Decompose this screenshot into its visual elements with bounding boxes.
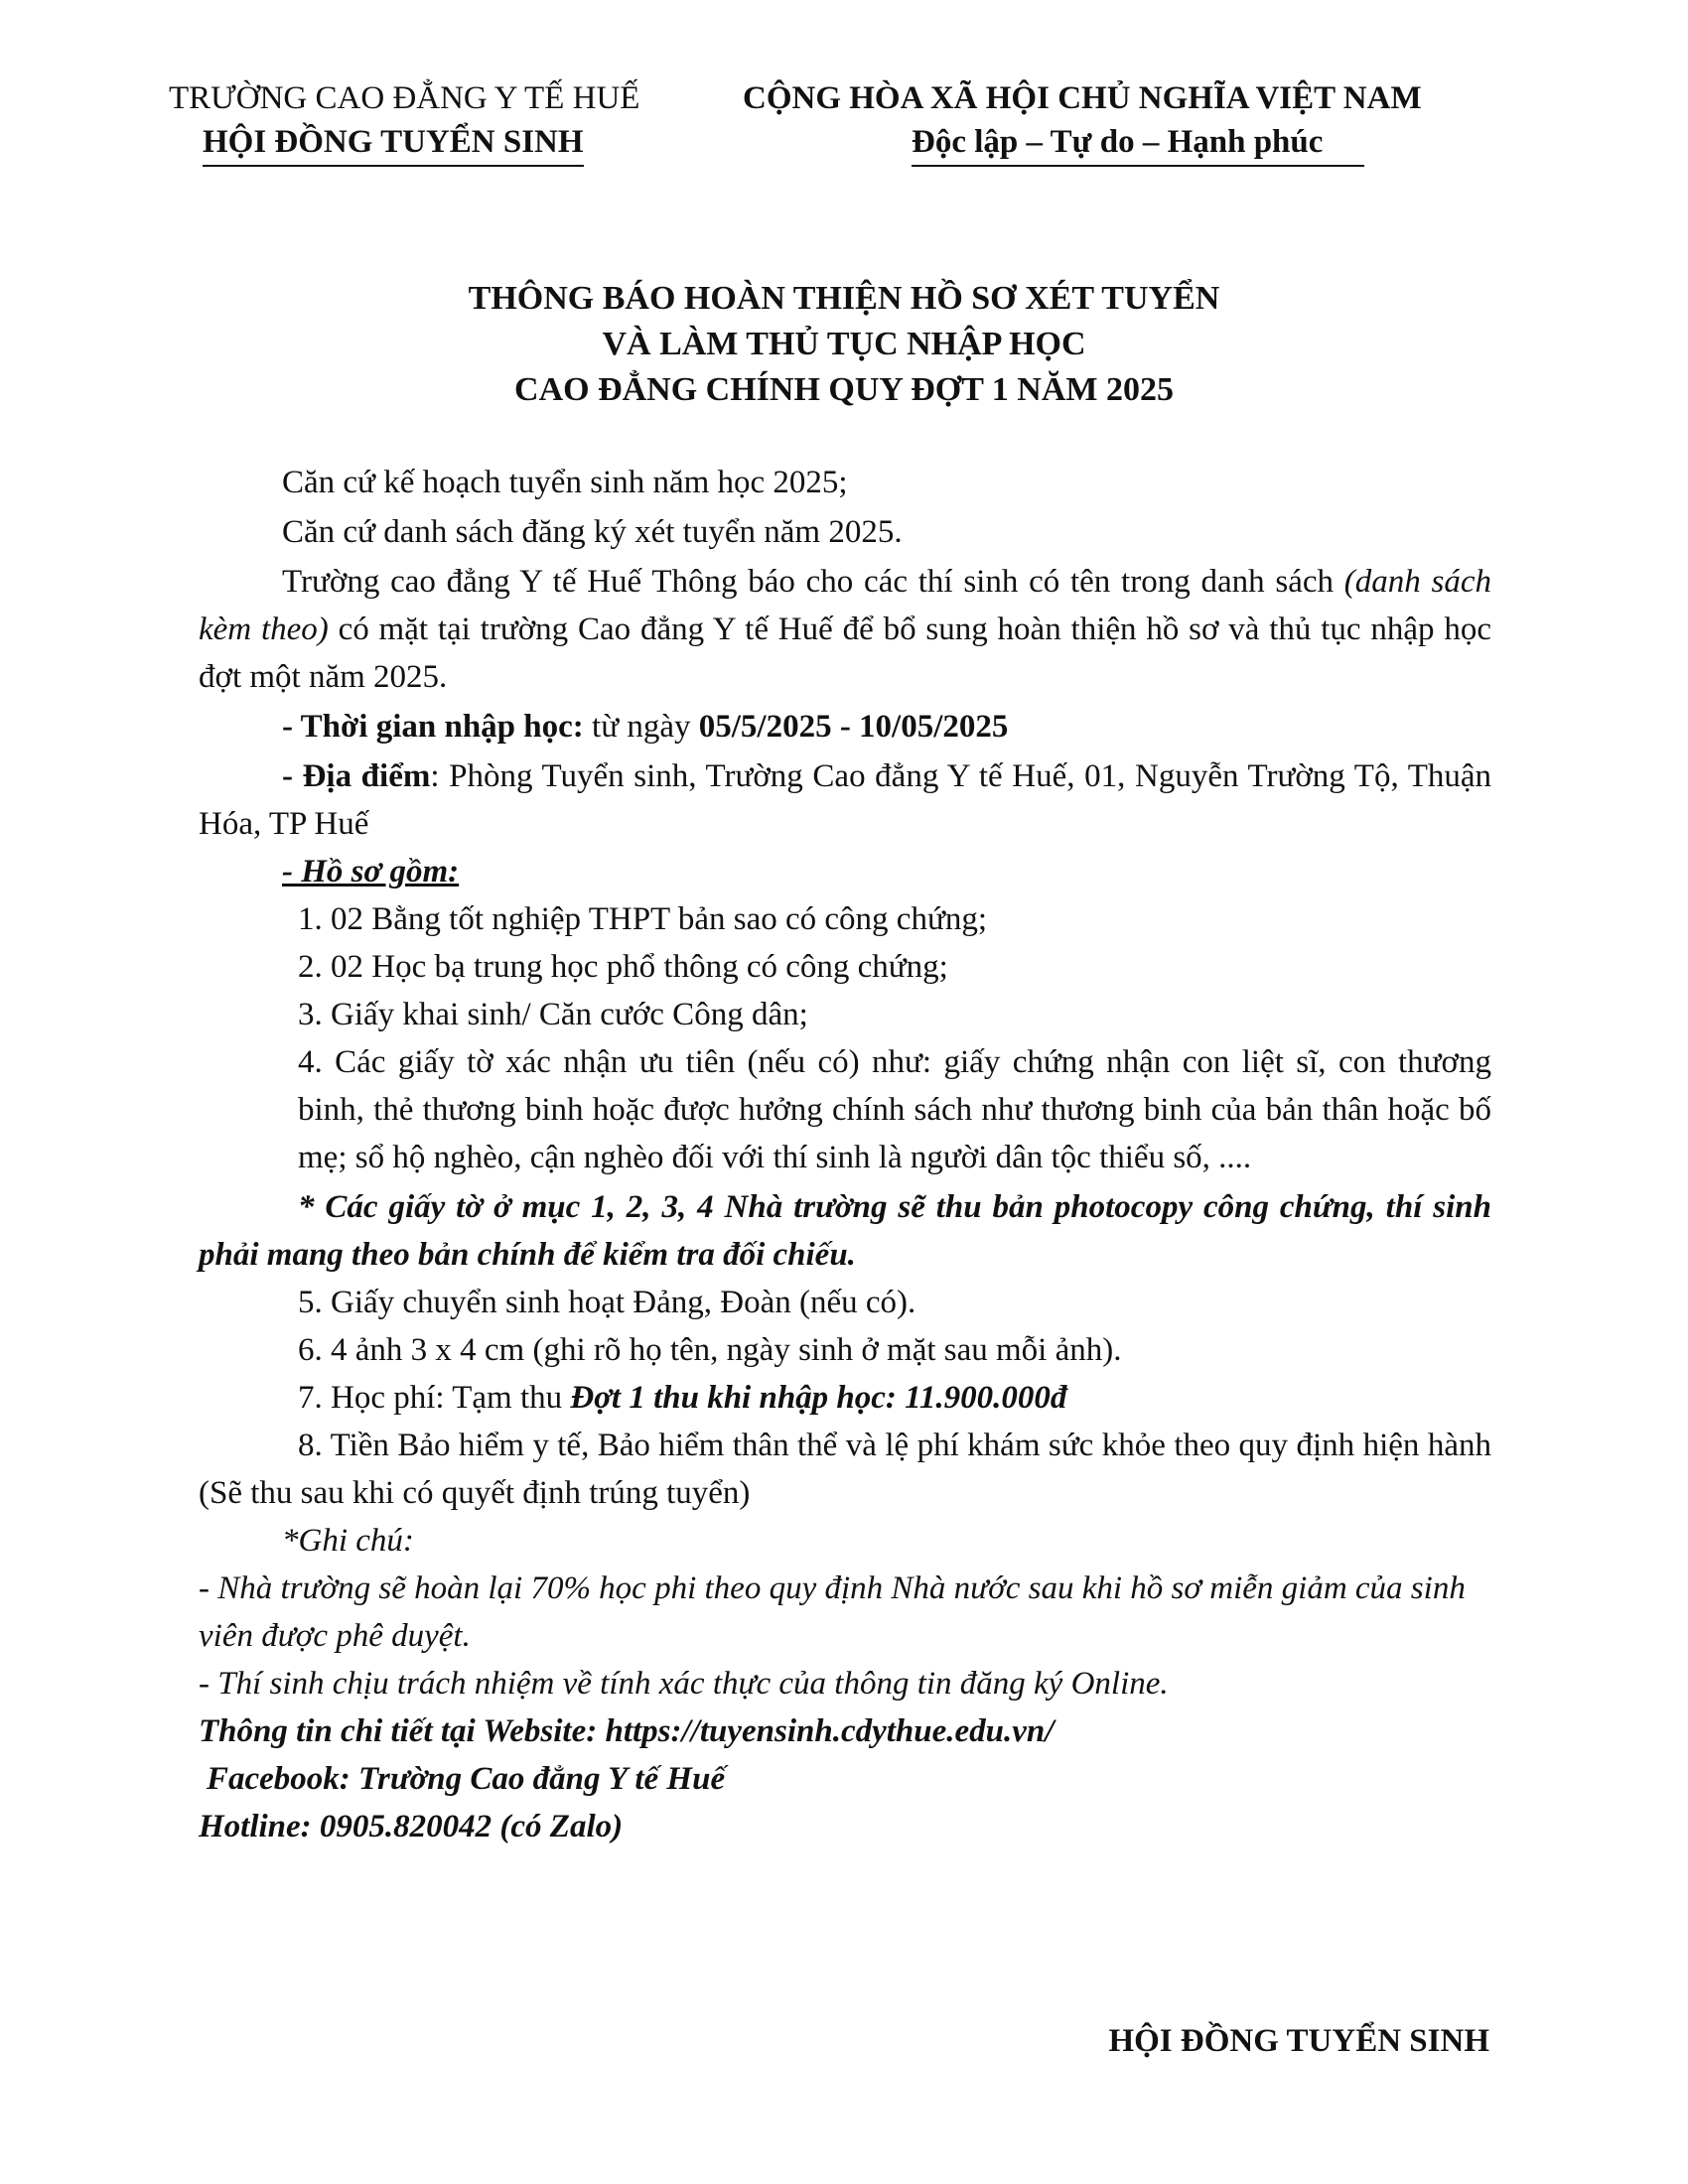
basis-line-1: Căn cứ kế hoạch tuyển sinh năm học 2025; bbox=[282, 465, 848, 500]
committee-name: HỘI ĐỒNG TUYỂN SINH bbox=[203, 124, 584, 160]
committee-underline bbox=[203, 165, 584, 167]
contact-website: Thông tin chi tiết tại Website: https://tuyensinh.cdythue.edu.vn/ bbox=[199, 1713, 1055, 1749]
notice-title-line2: VÀ LÀM THỦ TỤC NHẬP HỌC bbox=[602, 326, 1086, 362]
document-item-7 bbox=[199, 1374, 1491, 1422]
document-item-6: 6. 4 ảnh 3 x 4 cm (ghi rõ họ tên, ngày sinh ở mặt sau mỗi ảnh). bbox=[298, 1332, 1122, 1368]
document-item-2: 2. 02 Học bạ trung học phổ thông có công chứng; bbox=[298, 949, 948, 985]
signature-committee: HỘI ĐỒNG TUYỂN SINH bbox=[1108, 2023, 1489, 2059]
note-line-1: - Nhà trường sẽ hoàn lại 70% học phi theo quy định Nhà nước sau khi hồ sơ miễn giảm của sinh viên được phê duyệt. bbox=[199, 1570, 1466, 1654]
location-label: - Địa điểm bbox=[282, 758, 431, 794]
contact-hotline: Hotline: 0905.820042 (có Zalo) bbox=[199, 1809, 624, 1844]
document-item-3: 3. Giấy khai sinh/ Căn cước Công dân; bbox=[298, 997, 808, 1032]
intro-text-before: Trường cao đẳng Y tế Huế Thông báo cho các thí sinh có tên trong danh sách bbox=[282, 564, 1344, 600]
document-item-4: 4. Các giấy tờ xác nhận ưu tiên (nếu có) như: giấy chứng nhận con liệt sĩ, con thương binh, thẻ thương binh hoặc được hưởng chính sách như thương binh của bản thân hoặc bố mẹ; sổ hộ nghèo, cận nghèo đối với thí sinh là người dân tộc thiểu số, .... bbox=[298, 1044, 1491, 1175]
intro-text-after: có mặt tại trường Cao đẳng Y tế Huế để bổ sung hoàn thiện hồ sơ và thủ tục nhập học đợt một năm 2025. bbox=[199, 612, 1491, 695]
notes-heading: *Ghi chú: bbox=[282, 1523, 414, 1559]
documents-heading: - Hồ sơ gồm: bbox=[282, 854, 460, 889]
time-middle: từ ngày bbox=[583, 709, 699, 745]
time-label: - Thời gian nhập học: bbox=[282, 709, 584, 745]
notice-title-line3: CAO ĐẲNG CHÍNH QUY ĐỢT 1 NĂM 2025 bbox=[514, 371, 1174, 408]
tuition-amount: Đợt 1 thu khi nhập học: 11.900.000đ bbox=[570, 1380, 1067, 1416]
motto-underline bbox=[912, 165, 1364, 167]
intro-paragraph bbox=[199, 558, 1491, 701]
tuition-prefix: 7. Học phí: Tạm thu bbox=[298, 1380, 571, 1416]
basis-line-2: Căn cứ danh sách đăng ký xét tuyển năm 2025. bbox=[282, 514, 903, 550]
country-name: CỘNG HÒA XÃ HỘI CHỦ NGHĨA VIỆT NAM bbox=[743, 80, 1422, 116]
notice-title-line1: THÔNG BÁO HOÀN THIỆN HỒ SƠ XÉT TUYỂN bbox=[468, 280, 1220, 317]
intro-italic-ref: (danh sách kèm theo) bbox=[199, 564, 1491, 647]
time-range: 05/5/2025 - 10/05/2025 bbox=[698, 709, 1009, 745]
national-motto: Độc lập – Tự do – Hạnh phúc bbox=[912, 124, 1324, 160]
notice-body bbox=[199, 459, 1491, 1850]
photocopy-note: * Các giấy tờ ở mục 1, 2, 3, 4 Nhà trường sẽ thu bản photocopy công chứng, thí sinh phải mang theo bản chính để kiểm tra đối chiếu. bbox=[199, 1189, 1491, 1273]
note-line-2: - Thí sinh chịu trách nhiệm về tính xác thực của thông tin đăng ký Online. bbox=[199, 1666, 1169, 1702]
document-item-5: 5. Giấy chuyển sinh hoạt Đảng, Đoàn (nếu có). bbox=[298, 1285, 916, 1320]
contact-facebook: Facebook: Trường Cao đẳng Y tế Huế bbox=[207, 1761, 726, 1797]
document-item-8: 8. Tiền Bảo hiểm y tế, Bảo hiểm thân thể và lệ phí khám sức khỏe theo quy định hiện hành (Sẽ thu sau khi có quyết định trúng tuyển) bbox=[199, 1428, 1491, 1511]
enrollment-location bbox=[199, 752, 1491, 848]
enrollment-time bbox=[199, 703, 1491, 751]
school-name: TRƯỜNG CAO ĐẲNG Y TẾ HUẾ bbox=[169, 80, 640, 116]
document-item-1: 1. 02 Bằng tốt nghiệp THPT bản sao có công chứng; bbox=[298, 901, 987, 937]
location-text: : Phòng Tuyển sinh, Trường Cao đẳng Y tế Huế, 01, Nguyễn Trường Tộ, Thuận Hóa, TP Huế bbox=[199, 758, 1492, 842]
